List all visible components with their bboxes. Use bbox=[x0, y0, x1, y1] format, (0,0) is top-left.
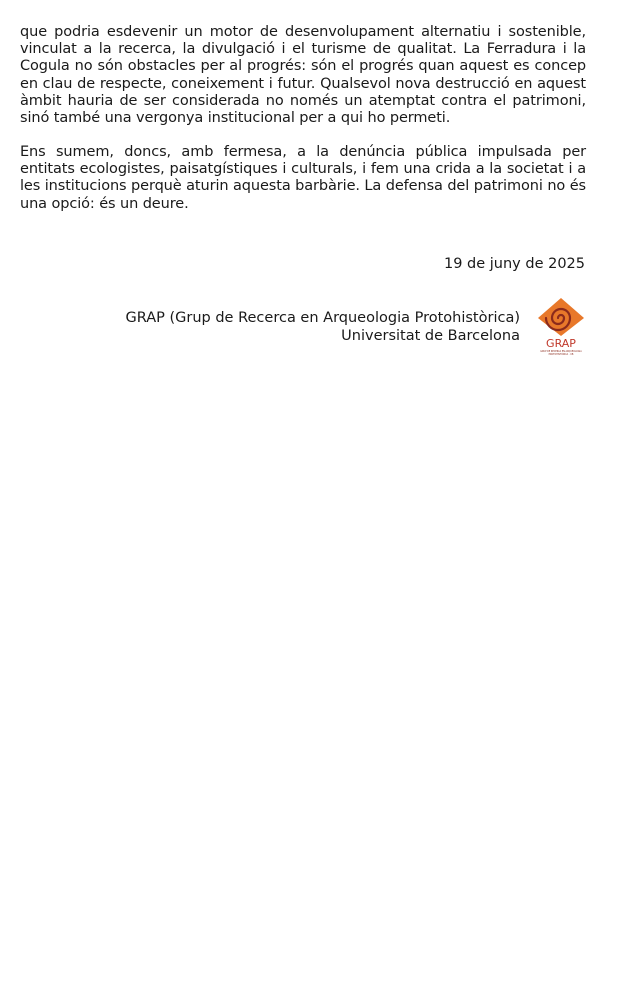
signature-university: Universitat de Barcelona bbox=[341, 328, 520, 344]
signature-organization: GRAP (Grup de Recerca en Arqueologia Protohistòrica) bbox=[125, 310, 520, 326]
logo-subtext-2: PROTOHISTÒRICA · UB bbox=[548, 353, 574, 356]
paragraph-1: que podria esdevenir un motor de desenvolupament alternatiu i sostenible, vinculat a la recerca, la divulgació i el turisme de qualitat. La Ferradura i la Cogula no són obstacles per al progrés: són el progrés quan aquest es concep en clau de respecte, coneixement i futur. Qualsevol nova destrucció en aquest àmbit hauria de ser considerada no només un atemptat contra el patrimoni, sinó també una vergonya institucional per a qui ho permeti. bbox=[20, 24, 586, 127]
document-date: 19 de juny de 2025 bbox=[443, 256, 585, 272]
paragraph-2: Ens sumem, doncs, amb fermesa, a la denúncia pública impulsada per entitats ecologistes, paisatgístiques i culturals, i fem una crida a la societat i a les institucions perquè aturin aquesta barbàrie. La defensa del patrimoni no és una opció: és un deure. bbox=[20, 144, 586, 212]
signature-block bbox=[126, 309, 521, 345]
logo-text: GRAP bbox=[546, 337, 576, 350]
logo-subtext: GRUP DE RECERCA EN ARQUEOLOGIA bbox=[540, 350, 582, 353]
grap-logo-icon bbox=[532, 296, 590, 358]
